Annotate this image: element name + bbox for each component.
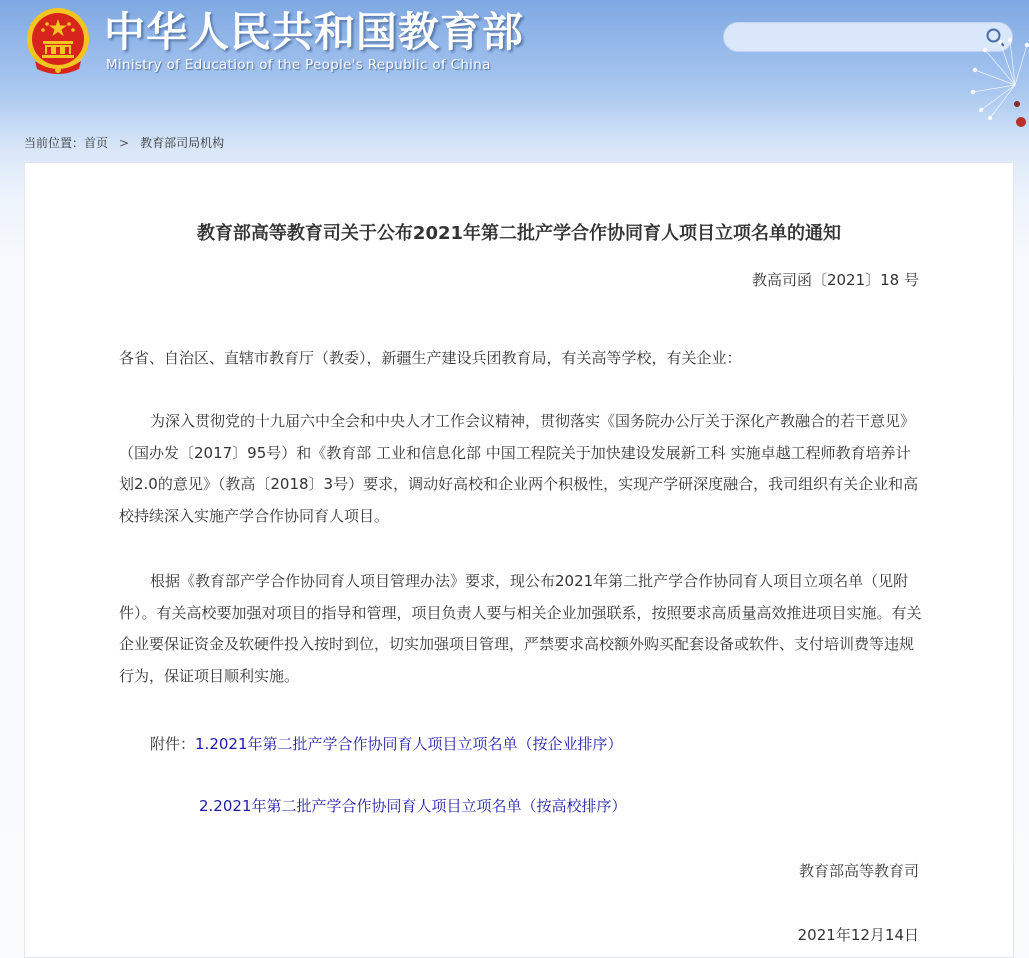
site-subtitle: Ministry of Education of the People's Republic of China bbox=[106, 57, 491, 73]
breadcrumb-home-link[interactable]: 首页 bbox=[84, 136, 109, 150]
article-panel bbox=[24, 162, 1014, 958]
breadcrumb-prefix: 当前位置： bbox=[24, 136, 85, 150]
dandelion-decoration-icon bbox=[955, 30, 1029, 130]
document-paragraph-2: 根据《教育部产学合作协同育人项目管理办法》要求，现公布2021年第二批产学合作协同育人项目立项名单（见附件）。有关高校要加强对项目的指导和管理，项目负责人要与相关企业加强联系，按照要求高质量高效推进项目实施。有关企业要保证资金及软硬件投入按时到位，切实加强项目管理，严禁要求高校额外购买配套设备或软件、支付培训费等违规行为，保证项目顺利实施。 bbox=[119, 572, 922, 685]
document-signer: 教育部高等教育司 bbox=[798, 862, 919, 880]
breadcrumb bbox=[24, 134, 224, 151]
site-title: 中华人民共和国教育部 bbox=[104, 8, 524, 56]
document-date: 2021年12月14日 bbox=[797, 926, 919, 944]
attachment-link-2[interactable]: 2.2021年第二批产学合作协同育人项目立项名单（按高校排序） bbox=[199, 797, 627, 815]
search-input[interactable] bbox=[738, 27, 982, 49]
attachment-row-2 bbox=[199, 795, 627, 816]
document-paragraph-1: 为深入贯彻党的十九届六中全会和中央人才工作会议精神，贯彻落实《国务院办公厅关于深化产教融合的若干意见》（国办发〔2017〕95号）和《教育部 工业和信息化部 中国工程院关于加快建设发展新工科 实施卓越工程师教育培养计划2.0的意见》（教高〔2018〕3号）要求，调动好高校和企业两个积极性，实现产学研深度融合，我司组织有关企业和高校持续深入实施产学合作协同育人项目。 bbox=[119, 412, 919, 525]
breadcrumb-section-link[interactable]: 教育部司局机构 bbox=[140, 136, 225, 150]
site-header bbox=[0, 0, 1029, 125]
attachment-row-1 bbox=[150, 733, 623, 754]
attachment-label: 附件： bbox=[150, 735, 196, 753]
attachment-link-1[interactable]: 1.2021年第二批产学合作协同育人项目立项名单（按企业排序） bbox=[195, 735, 623, 753]
breadcrumb-separator: > bbox=[119, 136, 130, 150]
national-emblem-icon[interactable] bbox=[25, 5, 91, 75]
document-salutation: 各省、自治区、直辖市教育厅（教委），新疆生产建设兵团教育局，有关高等学校，有关企业： bbox=[119, 349, 742, 367]
document-number: 教高司函〔2021〕18 号 bbox=[751, 271, 919, 289]
document-title: 教育部高等教育司关于公布2021年第二批产学合作协同育人项目立项名单的通知 bbox=[196, 223, 842, 244]
